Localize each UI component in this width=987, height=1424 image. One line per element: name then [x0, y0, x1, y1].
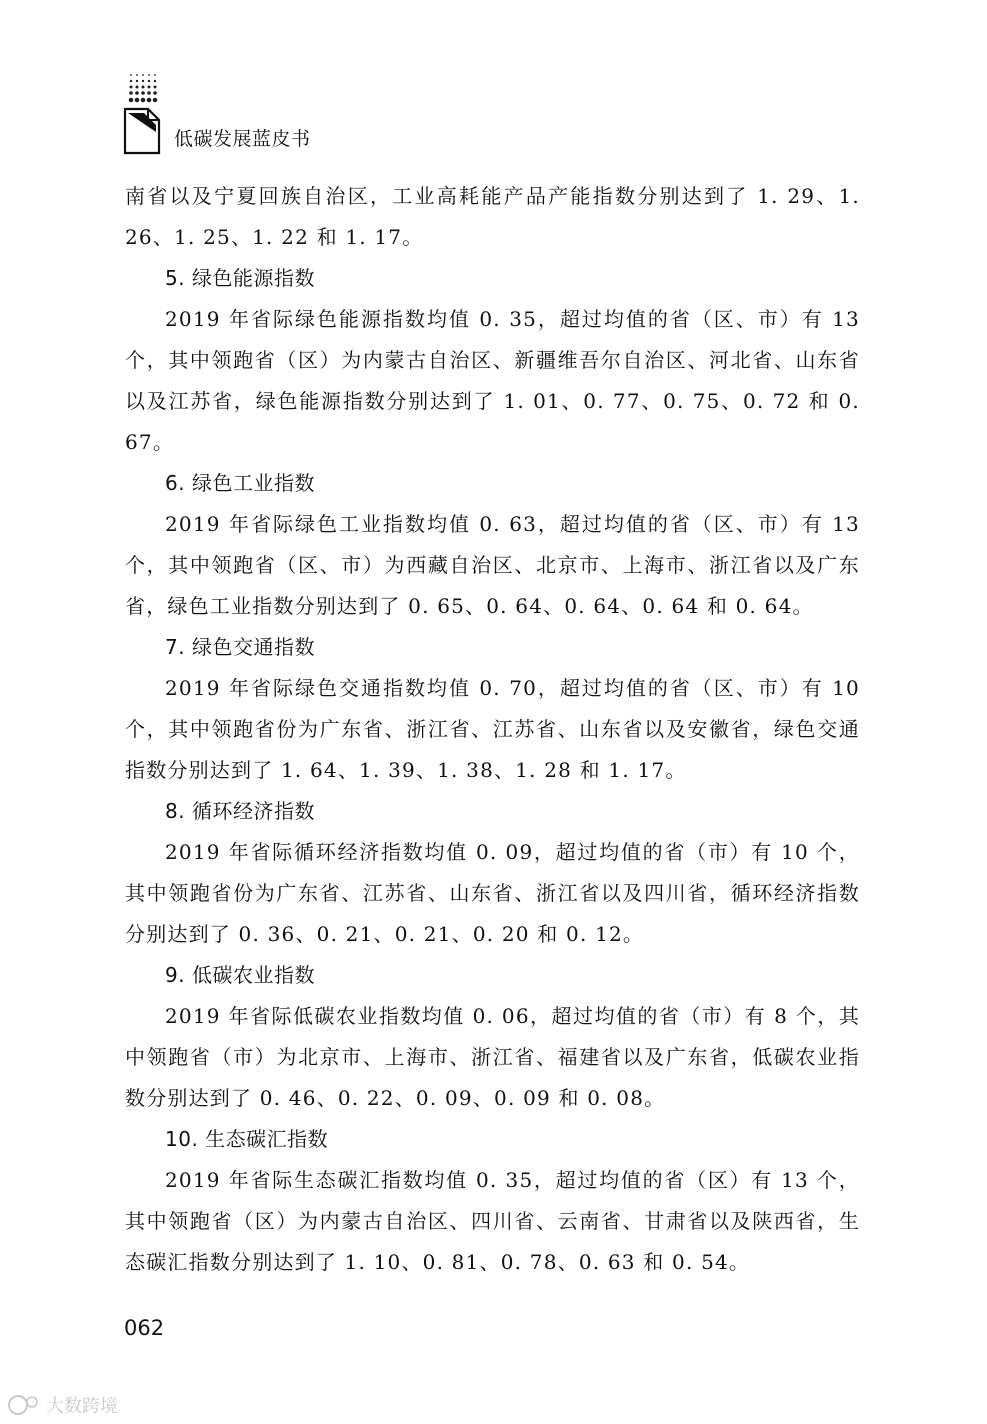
section-heading-low-carbon-agriculture: 9. 低碳农业指数 — [165, 963, 315, 987]
page-body — [125, 176, 860, 1283]
watermark-logo — [6, 1390, 136, 1420]
page-number: 062 — [124, 1316, 165, 1340]
paragraph-carbon-sink: 2019 年省际生态碳汇指数均值 0. 35，超过均值的省（区）有 13 个，其中领跑省（区）为内蒙古自治区、四川省、云南省、甘肃省以及陕西省，生态碳汇指数分别达到了 1. 10、0. 81、0. 78、0. 63 和 0. 54。 — [125, 1168, 860, 1274]
paragraph-continuation: 南省以及宁夏回族自治区，工业高耗能产品产能指数分别达到了 1. 29、1. 26、1. 25、1. 22 和 1. 17。 — [125, 184, 860, 249]
watermark-text: 大数跨境 — [46, 1396, 118, 1417]
paragraph-circular-economy: 2019 年省际循环经济指数均值 0. 09，超过均值的省（市）有 10 个，其中领跑省份为广东省、江苏省、山东省、浙江省以及四川省，循环经济指数分别达到了 0. 36、0. 21、0. 21、0. 20 和 0. 12。 — [125, 840, 860, 946]
series-title: 低碳发展蓝皮书 — [174, 128, 311, 150]
page-header — [122, 72, 422, 162]
paragraph-green-industry: 2019 年省际绿色工业指数均值 0. 63，超过均值的省（区、市）有 13 个，其中领跑省（区、市）为西藏自治区、北京市、上海市、浙江省以及广东省，绿色工业指数分别达到了 0. 65、0. 64、0. 64、0. 64 和 0. 64。 — [125, 512, 860, 618]
section-heading-circular-economy: 8. 循环经济指数 — [165, 799, 315, 823]
dot-pattern-icon — [128, 72, 160, 108]
section-heading-green-transport: 7. 绿色交通指数 — [165, 635, 315, 659]
book-corner-icon — [122, 106, 162, 156]
paragraph-green-transport: 2019 年省际绿色交通指数均值 0. 70，超过均值的省（区、市）有 10 个，其中领跑省份为广东省、浙江省、江苏省、山东省以及安徽省，绿色交通指数分别达到了 1. 64、1. 39、1. 38、1. 28 和 1. 17。 — [125, 676, 860, 782]
section-heading-green-industry: 6. 绿色工业指数 — [165, 471, 315, 495]
section-heading-green-energy: 5. 绿色能源指数 — [165, 266, 315, 290]
paragraph-green-energy: 2019 年省际绿色能源指数均值 0. 35，超过均值的省（区、市）有 13 个，其中领跑省（区）为内蒙古自治区、新疆维吾尔自治区、河北省、山东省以及江苏省，绿色能源指数分别达到了 1. 01、0. 77、0. 75、0. 72 和 0. 67。 — [125, 307, 860, 454]
section-heading-carbon-sink: 10. 生态碳汇指数 — [165, 1127, 329, 1151]
paragraph-low-carbon-agriculture: 2019 年省际低碳农业指数均值 0. 06，超过均值的省（市）有 8 个，其中领跑省（市）为北京市、上海市、浙江省、福建省以及广东省，低碳农业指数分别达到了 0. 46、0. 22、0. 09、0. 09 和 0. 08。 — [125, 1004, 860, 1110]
